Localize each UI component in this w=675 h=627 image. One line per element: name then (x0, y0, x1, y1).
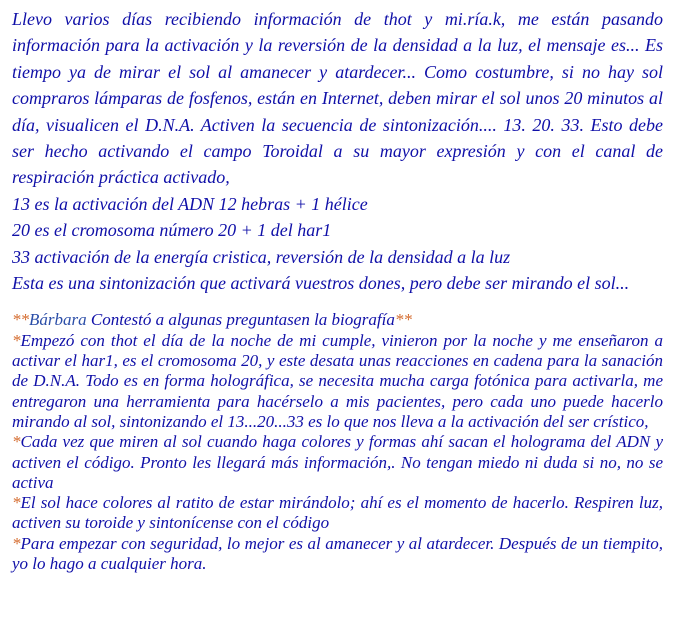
star-marker: ** (12, 310, 29, 330)
answer-text: Empezó con thot el día de la noche de mi cumple, vinieron por la noche y me enseñaron a activar el har1, es el cromosoma 20, y este desata unas reacciones en cadena para la sanación de D.N.A. Todo es en forma holográfica, se necesita mucha carga fotónica para activarla, me entregaron una herramienta para hacérselo a mis pacientes, pero cada uno puede hacerlo mirando al sol, sintonizando el 13...20...33 es lo que nos lleva a la activación del ser crístico, (12, 330, 663, 431)
answers-block (12, 310, 663, 574)
answer-text: Para empezar con seguridad, lo mejor es al amanecer y al atardecer. Después de un tiempito, yo lo hago a cualquier hora. (12, 533, 663, 574)
star-marker: * (12, 330, 21, 350)
star-marker: * (12, 432, 21, 452)
tuning-line-33: 33 activación de la energía cristica, reversión de la densidad a la luz (12, 246, 511, 267)
answer-text: Cada vez que miren al sol cuando haga colores y formas ahí sacan el holograma del ADN y activen el código. Pronto les llegará más información,. No tengan miedo ni duda si no, no se activa (12, 432, 663, 492)
answer-item (12, 534, 663, 575)
star-marker: * (12, 493, 21, 513)
tuning-line-13: 13 es la activación del ADN 12 hebras + 1 hélice (12, 193, 368, 214)
closing-line: Esta es una sintonización que activará vuestros dones, pero debe ser mirando el sol... (12, 273, 630, 294)
message-block (12, 6, 663, 296)
answer-item (12, 493, 663, 534)
answer-item (12, 432, 663, 493)
star-marker: * (12, 533, 21, 553)
intro-text: Contestó a algunas preguntasen la biografía (86, 310, 395, 330)
message-paragraph: Llevo varios días recibiendo información de thot y mi.ría.k, me están pasando información para la activación y la reversión de la densidad a la luz, el mensaje es... Es tiempo ya de mirar el sol al amanecer y atardecer... Como costumbre, si no hay sol compraros lámparas de fosfenos, están en Internet, deben mirar el sol unos 20 minutos al día, visualicen el D.N.A. Activen la secuencia de sintonización.... 13. 20. 33. Esto debe ser hecho activando el campo Toroidal a su mayor expresión y con el canal de respiración práctica activado, (12, 9, 663, 188)
answer-text: El sol hace colores al ratito de estar mirándolo; ahí es el momento de hacerlo. Respiren luz, activen su toroide y sintonícense con el código (12, 493, 663, 533)
tuning-line-20: 20 es el cromosoma número 20 + 1 del har1 (12, 220, 332, 241)
answer-item (12, 331, 663, 432)
author-name: Bárbara (29, 310, 87, 330)
answers-intro (12, 310, 663, 330)
star-marker: ** (394, 310, 412, 330)
